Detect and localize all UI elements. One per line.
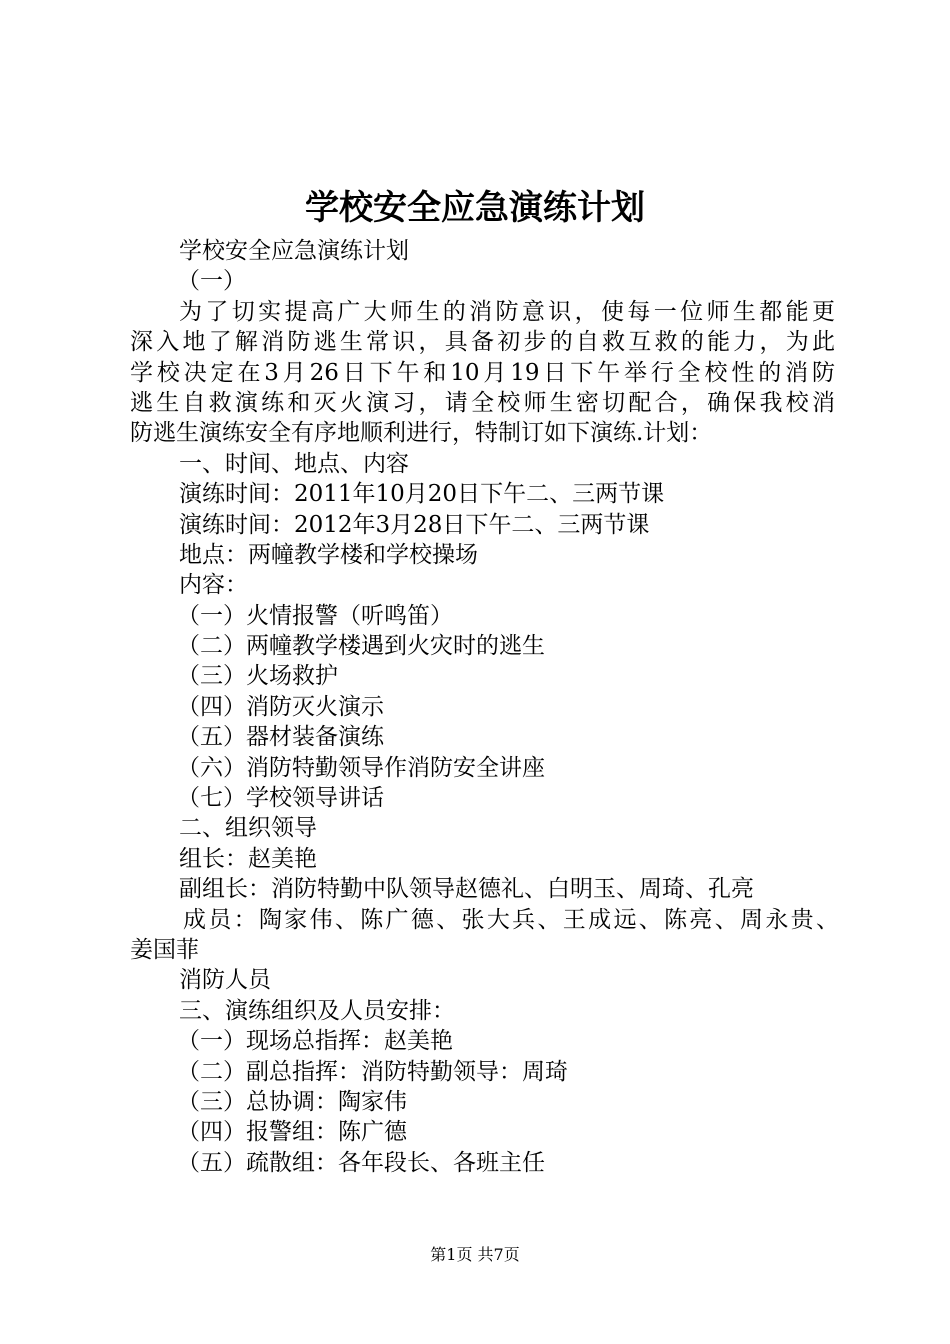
document-body <box>130 236 839 1178</box>
drill-place-line: 地点：两幢教学楼和学校操场 <box>179 541 478 568</box>
intro-line: 逃生自救演练和灭火演习，请全校师生密切配合，确保我校消 <box>130 389 835 416</box>
intro-line: 深入地了解消防逃生常识，具备初步的自救互救的能力，为此 <box>130 329 835 356</box>
content-item: （五）器材装备演练 <box>177 724 384 751</box>
intro-line: 学校决定在3月26日下午和10月19日下午举行全校性的消防 <box>130 359 835 386</box>
document-title: 学校安全应急演练计划 <box>305 188 645 228</box>
intro-line: 防逃生演练安全有序地顺利进行，特制订如下演练.计划： <box>130 420 713 447</box>
subtitle-line: 学校安全应急演练计划 <box>179 238 409 264</box>
section-heading: 三、演练组织及人员安排： <box>179 997 455 1024</box>
content-item: （三）火场救护 <box>177 663 338 690</box>
page-footer: 第1页 共7页 <box>430 1245 520 1264</box>
members-line: 姜国菲 <box>130 936 199 963</box>
content-item: （二）两幢教学楼遇到火灾时的逃生 <box>177 633 545 660</box>
arrangement-item: （三）总协调：陶家伟 <box>177 1088 407 1115</box>
arrangement-item: （一）现场总指挥：赵美艳 <box>177 1028 453 1055</box>
arrangement-item: （五）疏散组：各年段长、各班主任 <box>177 1149 545 1176</box>
content-item: （七）学校领导讲话 <box>177 785 384 812</box>
arrangement-item: （四）报警组：陈广德 <box>177 1119 407 1146</box>
content-item: （四）消防灭火演示 <box>177 693 384 720</box>
content-item: （一）火情报警（听鸣笛） <box>177 602 453 629</box>
section-marker: （一） <box>177 268 246 295</box>
members-line: 成员：陶家伟、陈广德、张大兵、王成远、陈亮、周永贵、 <box>183 906 839 933</box>
intro-line: 为了切实提高广大师生的消防意识，使每一位师生都能更 <box>179 298 835 325</box>
content-item: （六）消防特勤领导作消防安全讲座 <box>177 754 545 781</box>
drill-time-line: 演练时间：2011年10月20日下午二、三两节课 <box>179 481 665 508</box>
section-heading: 一、时间、地点、内容 <box>179 450 409 477</box>
deputy-leader-line: 副组长：消防特勤中队领导赵德礼、白明玉、周琦、孔亮 <box>179 876 754 903</box>
drill-time-line: 演练时间：2012年3月28日下午二、三两节课 <box>179 511 650 538</box>
content-label: 内容： <box>179 572 248 599</box>
section-heading: 二、组织领导 <box>179 815 317 842</box>
arrangement-item: （二）副总指挥：消防特勤领导：周琦 <box>177 1058 568 1085</box>
leader-line: 组长：赵美艳 <box>179 845 317 872</box>
fire-staff-line: 消防人员 <box>179 967 271 994</box>
